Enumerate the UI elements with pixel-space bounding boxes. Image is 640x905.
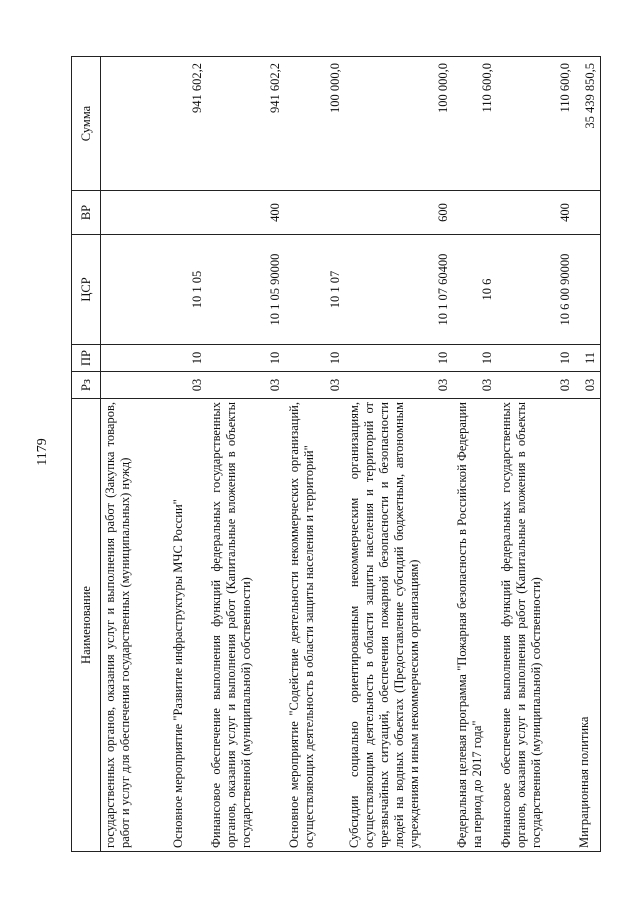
row-name: Финансовое обеспечение выполнения функций федеральных государственных органов, оказания услуг и выполнения работ (Капитальные вложения в объекты государственной (муниципальной) собственности) — [207, 399, 285, 852]
row-sum — [101, 57, 169, 191]
row-rz: 03 — [345, 372, 453, 399]
row-pr: 10 — [453, 345, 497, 372]
row-vr: 400 — [207, 191, 285, 235]
page-number: 1179 — [35, 438, 50, 466]
row-pr: 11 — [575, 345, 601, 372]
row-pr: 10 — [285, 345, 345, 372]
row-rz: 03 — [285, 372, 345, 399]
row-pr — [101, 345, 169, 372]
row-name: Федеральная целевая программа "Пожарная безопасность в Российской Федерации на период до 2017 года" — [453, 399, 497, 852]
row-sum: 100 000,0 — [345, 57, 453, 191]
row-csr: 10 1 07 — [285, 235, 345, 345]
row-vr — [169, 191, 207, 235]
header-sum: Сумма — [72, 57, 101, 191]
row-sum: 941 602,2 — [207, 57, 285, 191]
row-sum: 110 600,0 — [497, 57, 575, 191]
row-vr — [285, 191, 345, 235]
header-pr: ПР — [72, 345, 101, 372]
row-pr: 10 — [207, 345, 285, 372]
row-pr: 10 — [345, 345, 453, 372]
row-sum: 110 600,0 — [453, 57, 497, 191]
budget-table — [71, 56, 601, 852]
row-csr — [101, 235, 169, 345]
row-name: Финансовое обеспечение выполнения функций федеральных государственных органов, оказания услуг и выполнения работ (Капитальные вложения в объекты государственной (муниципальной) собственности) — [497, 399, 575, 852]
row-vr: 400 — [497, 191, 575, 235]
row-rz: 03 — [207, 372, 285, 399]
row-csr: 10 1 07 60400 — [345, 235, 453, 345]
row-name: Основное мероприятие "Развитие инфраструктуры МЧС России" — [169, 399, 207, 852]
row-rz: 03 — [453, 372, 497, 399]
row-vr: 600 — [345, 191, 453, 235]
row-rz: 03 — [169, 372, 207, 399]
header-vr: ВР — [72, 191, 101, 235]
row-sum: 941 602,2 — [169, 57, 207, 191]
table-row — [497, 57, 575, 852]
header-rz: Рз — [72, 372, 101, 399]
row-csr — [575, 235, 601, 345]
row-csr: 10 6 — [453, 235, 497, 345]
table-row — [345, 57, 453, 852]
row-csr: 10 1 05 90000 — [207, 235, 285, 345]
row-sum: 100 000,0 — [285, 57, 345, 191]
table-row — [207, 57, 285, 852]
row-rz — [101, 372, 169, 399]
table-header-row — [72, 57, 101, 852]
budget-table-frame — [71, 57, 602, 852]
table-row — [101, 57, 169, 852]
row-rz: 03 — [497, 372, 575, 399]
header-csr: ЦСР — [72, 235, 101, 345]
row-name: Субсидии социально ориентированным некоммерческим организациям, осуществляющим деятельность в области защиты населения и территорий от чрезвычайных ситуаций, обеспечения пожарной безопасности и безопасности людей на водных объектах (Предоставление субсидий бюджетным, автономным учреждениям и иным некоммерческим организациям) — [345, 399, 453, 852]
row-rz: 03 — [575, 372, 601, 399]
header-name: Наименование — [72, 399, 101, 852]
row-sum: 35 439 850,5 — [575, 57, 601, 191]
row-pr: 10 — [169, 345, 207, 372]
row-name: государственных органов, оказания услуг и выполнения работ (Закупка товаров, работ и услуг для обеспечения государственных (муниципальных) нужд) — [101, 399, 169, 852]
table-row — [453, 57, 497, 852]
row-vr — [575, 191, 601, 235]
row-name: Основное мероприятие "Содействие деятельности некоммерческих организаций, осуществляющих деятельность в области защиты населения и территорий" — [285, 399, 345, 852]
table-row — [169, 57, 207, 852]
row-csr: 10 1 05 — [169, 235, 207, 345]
table-row — [285, 57, 345, 852]
row-name: Миграционная политика — [575, 399, 601, 852]
row-csr: 10 6 00 90000 — [497, 235, 575, 345]
row-pr: 10 — [497, 345, 575, 372]
row-vr — [101, 191, 169, 235]
row-vr — [453, 191, 497, 235]
table-row — [575, 57, 601, 852]
